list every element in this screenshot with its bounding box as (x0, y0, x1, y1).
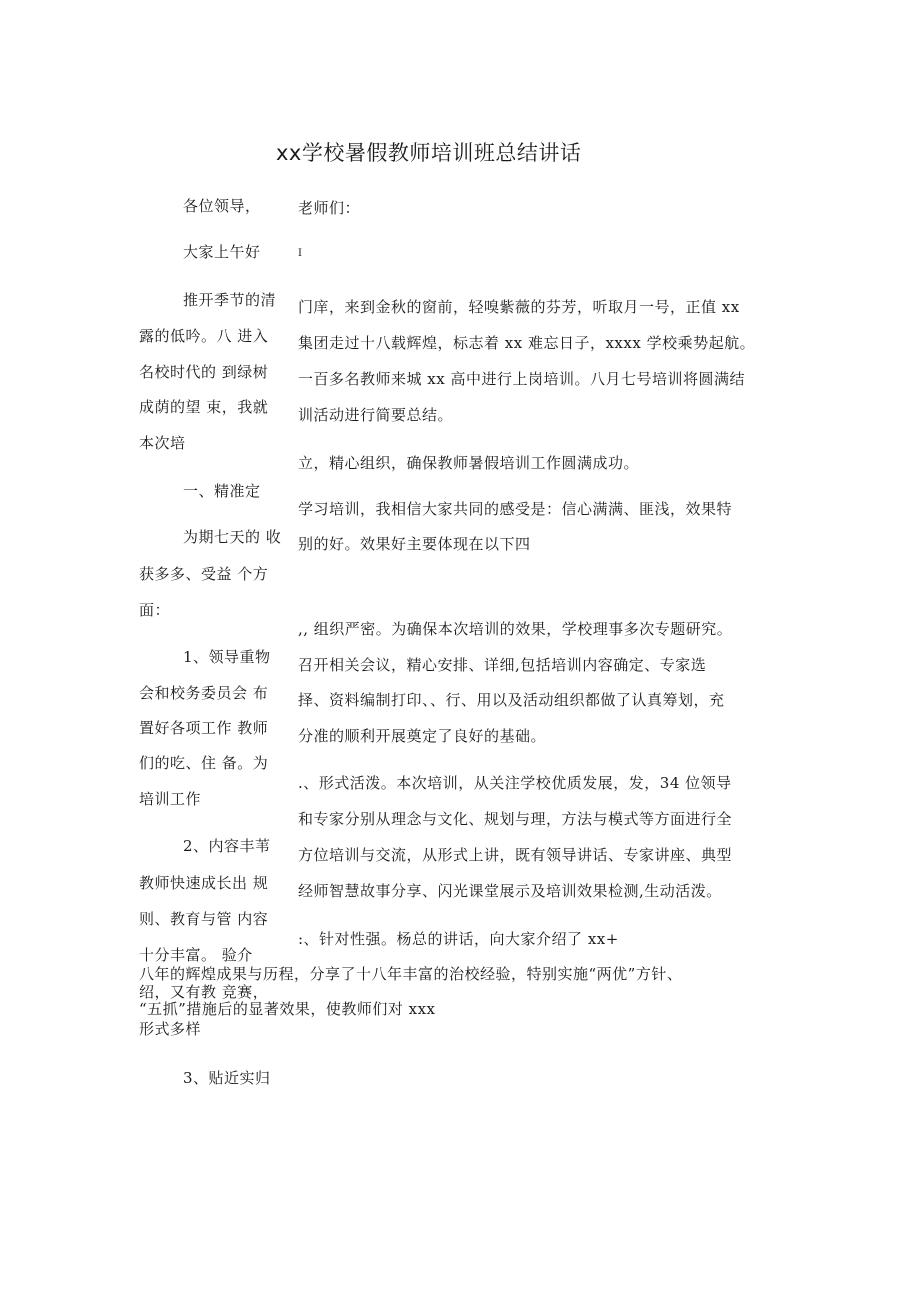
left-text-line: 本次培 (139, 434, 186, 452)
right-text-line: 择、资料编制打印、、行、用以及活动组织都做了认真筹划，充 (298, 691, 725, 709)
left-text-line: 获多多、受益 个方 (139, 565, 269, 583)
right-text-line: I (298, 248, 303, 259)
right-text-line: 经师智慧故事分享、闪光课堂展示及培训效果检测,生动活泼。 (298, 882, 722, 900)
right-text-line: 分准的顺利开展奠定了良好的基础。 (298, 727, 547, 745)
left-text-line: 成荫的望 束，我就 (139, 398, 269, 416)
right-text-line: 一百多名教师来城 xx 高中进行上岗培训。八月七号培训将圆满结 (298, 370, 745, 388)
left-text-line: 名校时代的 到绿树 (139, 363, 269, 381)
left-text-line: 培训工作 (139, 790, 202, 808)
right-text-line: 门庠，来到金秋的窗前，轻嗅紫薇的芬芳，听取月一号，正值 xx (298, 298, 740, 316)
right-text-line: 老师们： (298, 199, 361, 217)
left-text-line: 十分丰富。 验介 (139, 946, 253, 964)
left-text-line: 露的低吟。八 进入 (139, 327, 269, 345)
left-text-line: 会和校务委员会 布 (139, 684, 269, 702)
document-title: xx学校暑假教师培训班总结讲话 (276, 141, 582, 165)
right-text-line: 集团走过十八载辉煌，标志着 xx 难忘日子，xxxx 学校乘势起航。 (298, 334, 756, 352)
left-text-line: 们的吃、住 备。为 (139, 754, 269, 772)
left-text-line: 置好各项工作 教师 (139, 719, 269, 737)
right-text-line: .、形式活泼。本次培训，从关注学校优质发展，发，34 位领导 (298, 774, 732, 792)
right-text-line: ,, 组织严密。为确保本次培训的效果，学校理事多次专题研究。 (298, 620, 733, 638)
right-text-line: 方位培训与交流，从形式上讲，既有领导讲话、专家讲座、典型 (298, 846, 733, 864)
left-text-line: 教师快速成长出 规 (139, 874, 269, 892)
left-text-line: 2、内容丰苇 (183, 837, 271, 855)
right-text-line: :、针对性强。杨总的讲话，向大家介绍了 xx+ (298, 930, 619, 948)
right-text-line: 立，精心组织，确保教师暑假培训工作圆满成功。 (298, 454, 640, 472)
right-text-line: 训活动进行简要总结。 (298, 406, 454, 424)
left-text-line: 大家上午好 (183, 243, 261, 261)
right-text-line: 学习培训，我相信大家共同的感受是：信心满满、匪浅，效果特 (298, 500, 733, 518)
left-text-line: 形式多样 (139, 1020, 202, 1038)
left-text-line: 一、精准定 (183, 482, 261, 500)
right-text-line: 召开相关会议，精心安排、详细,包括培训内容确定、专家选 (298, 656, 707, 674)
left-text-line: 为期七天的 收 (183, 528, 282, 546)
right-text-line: 别的好。效果好主要体现在以下四 (298, 535, 531, 553)
left-text-line: 各位领导， (183, 197, 261, 215)
left-text-line: 3、贴近实归 (183, 1069, 271, 1087)
left-text-line: 面： (139, 601, 171, 619)
right-text-line: 和专家分别从理念与文化、规划与理，方法与模式等方面进行全 (298, 810, 733, 828)
left-text-line: 1、领导重物 (183, 648, 271, 666)
left-text-line: 推开季节的清 (183, 291, 277, 309)
left-text-line: 绍，又有教 竞赛， (139, 983, 269, 1001)
body-text-line: 八年的辉煌成果与历程，分享了十八年丰富的治校经验，特别实施“两优”方针、 (139, 965, 683, 983)
left-text-line: 则、教育与管 内容 (139, 910, 269, 928)
body-text-line: “五抓”措施后的显著效果，使教师们对 xxx (139, 1000, 436, 1018)
